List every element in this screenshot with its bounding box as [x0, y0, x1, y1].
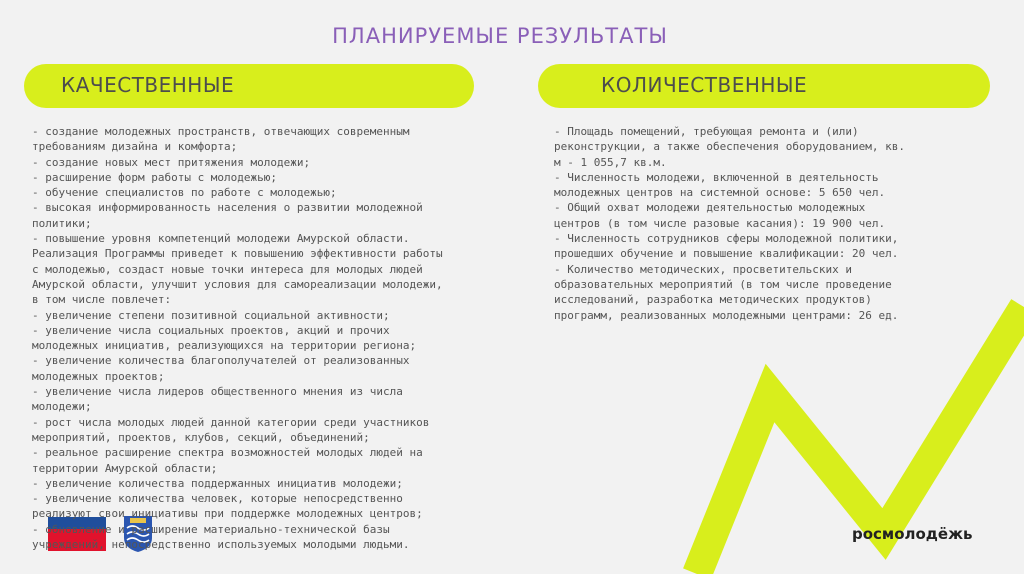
qualitative-line: в том числе повлечет:: [32, 293, 172, 307]
qualitative-line: - расширение форм работы с молодежью;: [32, 170, 278, 184]
quantitative-line: - Количество методических, просветительских и: [554, 262, 853, 276]
qualitative-line: - реальное расширение спектра возможностей молодых людей на: [32, 446, 423, 460]
qualitative-line: - рост числа молодых людей данной категории среди участников: [32, 415, 430, 429]
page-title: ПЛАНИРУЕМЫЕ РЕЗУЛЬТАТЫ: [332, 24, 668, 48]
qualitative-line: - увеличение числа лидеров общественного мнения из числа: [32, 385, 403, 399]
qualitative-line: - обновление и расширение материально-технической базы: [32, 522, 390, 536]
qualitative-line: молодежи;: [32, 400, 92, 414]
qualitative-line: - повышение уровня компетенций молодежи Амурской области.: [32, 232, 410, 246]
qualitative-line: реализуют свои инициативы при поддержке молодежных центров;: [32, 507, 423, 521]
qualitative-line: - увеличение количества благополучателей от реализованных: [32, 354, 410, 368]
quantitative-line: - Общий охват молодежи деятельностью молодежных: [554, 201, 866, 215]
quantitative-line: - Площадь помещений, требующая ремонта и (или): [554, 125, 859, 138]
qualitative-line: - обучение специалистов по работе с молодежью;: [32, 186, 337, 200]
quantitative-line: образовательных мероприятий (в том числе проведение: [554, 277, 892, 291]
qualitative-line: учреждений, непосредственно используемых молодыми людьми.: [32, 538, 410, 552]
quantitative-line: прошедших обучение и повышение квалификации: 20 чел.: [554, 247, 899, 261]
quantitative-line: молодежных центров на системной основе: 5 650 чел.: [554, 186, 886, 200]
qualitative-line: - увеличение количества человек, которые непосредственно: [32, 492, 403, 506]
qualitative-line: Амурской области, улучшит условия для самореализации молодежи,: [32, 277, 443, 291]
quantitative-line: - Численность молодежи, включенной в деятельность: [554, 170, 879, 184]
quantitative-line: м - 1 055,7 кв.м.: [554, 155, 667, 169]
qualitative-line: молодежных инициатив, реализующихся на территории региона;: [32, 339, 417, 353]
qualitative-line: требованиям дизайна и комфорта;: [32, 140, 238, 154]
qualitative-line: - увеличение числа социальных проектов, акций и прочих: [32, 323, 390, 337]
qualitative-line: - создание молодежных пространств, отвечающих современным: [32, 125, 410, 138]
qualitative-heading: КАЧЕСТВЕННЫЕ: [61, 73, 235, 97]
quantitative-line: реконструкции, а также обеспечения оборудованием, кв.: [554, 140, 905, 154]
qualitative-line: - создание новых мест притяжения молодежи;: [32, 155, 311, 169]
quantitative-line: центров (в том числе разовые касания): 19 900 чел.: [554, 216, 886, 230]
qualitative-results-list: [32, 124, 502, 552]
rosmolodezh-logo: росмолодёжь: [852, 525, 973, 543]
qualitative-line: Реализация Программы приведет к повышению эффективности работы: [32, 247, 443, 261]
quantitative-line: исследований, разработка методических продуктов): [554, 293, 872, 307]
quantitative-line: - Численность сотрудников сферы молодежной политики,: [554, 232, 899, 246]
qualitative-line: молодежных проектов;: [32, 369, 165, 383]
quantitative-heading: КОЛИЧЕСТВЕННЫЕ: [601, 73, 808, 97]
quantitative-results-list: [554, 124, 964, 323]
qualitative-line: территории Амурской области;: [32, 461, 218, 475]
quantitative-line: программ, реализованных молодежными центрами: 26 ед.: [554, 308, 899, 322]
qualitative-line: политики;: [32, 216, 92, 230]
qualitative-line: - высокая информированность населения о развитии молодежной: [32, 201, 423, 215]
qualitative-line: с молодежью, создаст новые точки интереса для молодых людей: [32, 262, 423, 276]
qualitative-line: мероприятий, проектов, клубов, секций, объединений;: [32, 430, 370, 444]
qualitative-line: - увеличение количества поддержанных инициатив молодежи;: [32, 476, 403, 490]
qualitative-line: - увеличение степени позитивной социальной активности;: [32, 308, 390, 322]
